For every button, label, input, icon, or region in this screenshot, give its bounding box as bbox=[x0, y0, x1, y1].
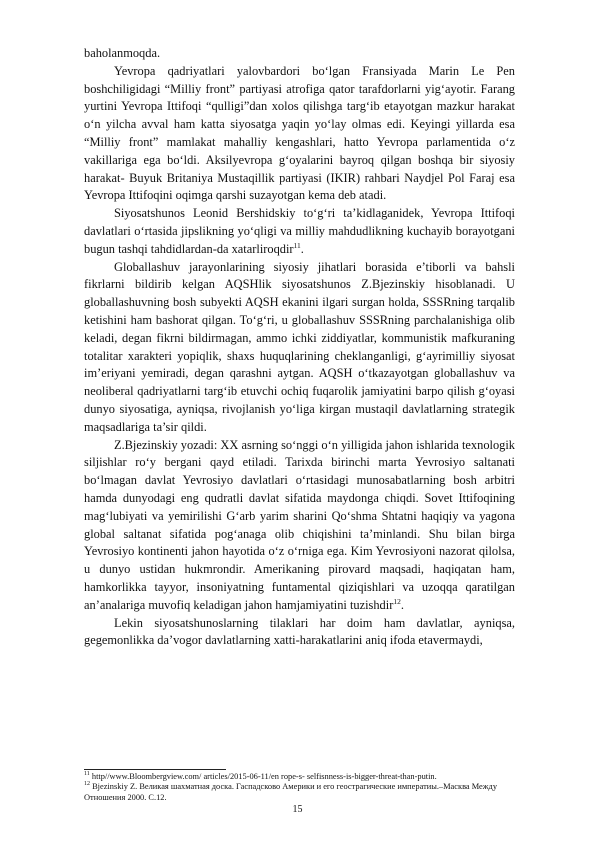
footnotes bbox=[84, 772, 515, 803]
paragraph-1: Yevropa qadriyatlari yalovbardori bo‘lgan Fransiyada Marin Le Pen boshchiligidagi “Milliy front” partiyasi atrofiga qator tarafdorlarni yig‘ayotir. Farang yurtini Yevropa Ittifoqi “qulligi”dan xolos qilishga targ‘ib etayotgan mazkur harakat o‘n yilcha avval ham katta siyosatga yaqin yo‘lay olmas edi. Keyingi yillarda esa “Milliy front” mamlakat mahalliy kengashlari, hatto Yevropa parlamentida o‘z vakillariga ega bo‘ldi. Aksilyevropa g‘oyalarini bayroq qilgan boshqa bir siyosiy harakat- Buyuk Britaniya Mustaqillik partiyasi (IKIR) rahbari Naydjel Pol Faraj esa Yevropa Ittifoqini oqimga qarshi suzayotgan kema deb atadi. bbox=[84, 63, 515, 203]
main-text bbox=[84, 45, 515, 650]
paragraph-4-end: . bbox=[400, 597, 404, 612]
footnote-12 bbox=[84, 782, 515, 803]
paragraph-3: Globallashuv jarayonlarining siyosiy jihatlari borasida e’tiborli va bahsli fikrlarni bildirib kelgan AQSHlik siyosatshunos Z.Bjezinskiy hisoblanadi. U globallashuvning bosh subyekti AQSH ekanini ilgari surgan holda, SSSRning tarqalib ketishini ham bashorat qilgan. To‘g‘ri, u globallashuv SSSRning parchalanishiga olib keladi, degan fikrni bildirmagan, ammo ichki ziddiyatlar, kommunistik mafkuraning totalitar xarakteri yopiqlik, shaxs huquqlarining cheklanganligi, g‘ayrimilliy siyosat im’eriyani yemiradi, degan qarashni aytgan. AQSH o‘tkazayotgan globallashuv va neoliberal qadriyatlarni targ‘ib etuvchi ochiq fuqarolik jamiyatini barpo qilish g‘oyasi dunyo siyosatiga, ayniqsa, rivojlanish yo‘liga kirgan mustaqil davlatlarning strategik maqsadlariga ta’sir qildi. bbox=[84, 259, 515, 434]
footnote-number: 12 bbox=[84, 781, 90, 788]
footnote-divider bbox=[84, 769, 226, 770]
footnote-11 bbox=[84, 772, 515, 782]
paragraph-0: baholanmoqda. bbox=[84, 46, 161, 60]
paragraph-4 bbox=[84, 437, 515, 615]
page-number: 15 bbox=[292, 804, 303, 815]
footnote-ref-12[interactable]: 12 bbox=[393, 596, 401, 606]
footnote-text: http//www.Bloombergview.com/ articles/2015-06-11/en rope-s- selfisnness-is-bigger-threat-than-putin. bbox=[89, 772, 437, 781]
footnote-ref-11[interactable]: 11 bbox=[293, 240, 301, 250]
paragraph-5: Lekin siyosatshunoslarning tilaklari har doim ham davlatlar, ayniqsa, gegemonlikka da’vogor davlatlarning xatti-harakatlarini aniq ifoda etavermaydi, bbox=[84, 615, 515, 648]
paragraph-2 bbox=[84, 205, 515, 258]
paragraph-2-text: Siyosatshunos Leonid Bershidskiy to‘g‘ri ta’kidlaganidek, Yevropa Ittifoqi davlatlari o‘rtasida jipslikning yo‘qligi va milliy mahdudlikning kuchayib borayotgani bugun tashqi tahdidlardan-da xatarliroqdir bbox=[84, 206, 515, 256]
footnote-text: Bjezinskiy Z. Великая шахматная доска. Гаспадсково Америки и его геострагические императиы.–Масква Между Отношения 2000. С.12. bbox=[84, 782, 498, 802]
footnote-number: 11 bbox=[84, 771, 90, 778]
paragraph-4-text: Z.Bjezinskiy yozadi: XX asrning so‘nggi o‘n yilligida jahon ishlarida texnologik siljishlar ro‘y bergani qayd etiladi. Tarixda birinchi marta Yevrosiyo saltanati bo‘lmagan davlat Yevrosiyo davlatlari o‘rtasidagi munosabatlarning bosh arbitri hamda dunyodagi eng qudratli davlat sifatida maydonga chiqdi. Sovet Ittifoqining mag‘lubiyati va yemirilishi G‘arb yarim sharini Qo‘shma Shtatni haqiqiy va yagona global saltanat sifatida pog‘anaga olib chiqishini ta’minlandi. Shu bilan birga Yevrosiyo kontinenti jahon hayotida o‘z o‘rniga ega. Kim Yevrosiyoni nazorat qilolsa, u dunyo ustidan hukmrondir. Amerikaning pirovard maqsadi, haqiqatan ham, hamkorlikka tayyor, insoniyatning funtamental qiziqishlari va uzoqqa qaratilgan an’analariga muvofiq keladigan jahon hamjamiyatini tuzishdir bbox=[84, 437, 515, 612]
paragraph-2-end: . bbox=[300, 241, 304, 256]
